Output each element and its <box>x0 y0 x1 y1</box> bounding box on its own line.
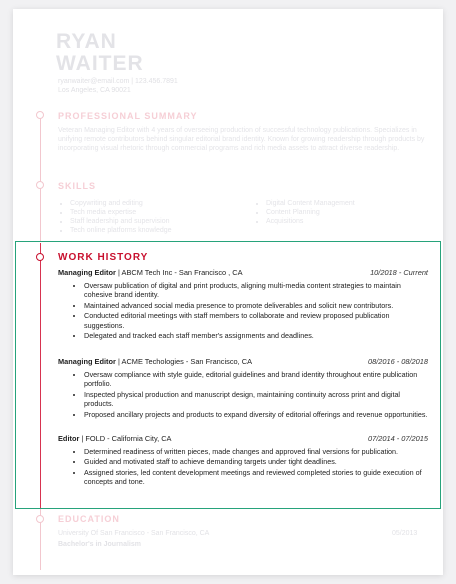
education-title: EDUCATION <box>58 514 120 524</box>
education-date: 05/2013 <box>392 530 418 537</box>
skill-item: • Tech online platforms knowledge <box>70 226 172 235</box>
candidate-name <box>56 31 144 75</box>
summary-title: PROFESSIONAL SUMMARY <box>58 111 198 121</box>
job-bullet: • Delegated and tracked each staff member's assignments and deadlines. <box>84 331 428 340</box>
job-dates: 10/2018 - Current <box>370 268 428 277</box>
skill-item: • Content Planning <box>266 208 355 217</box>
contact-line-1: ryanwaiter@email.com | 123.456.7891 <box>58 78 178 85</box>
job-bullet: • Conducted editorial meetings with staff members to collaborate and review proposed publication suggestions. <box>84 311 428 330</box>
job-title: Editor <box>58 434 80 443</box>
education-school: University Of San Francisco - San Francisco, CA <box>58 530 210 537</box>
job-header <box>58 268 428 278</box>
job-bullet: • Maintained advanced social media presence to promote deliverables and solicit new contributors. <box>84 301 428 310</box>
contact-info <box>58 77 178 95</box>
timeline-dot-summary <box>36 111 44 119</box>
work-history-title: WORK HISTORY <box>58 252 149 263</box>
education-degree: Bachelor's in Journalism <box>58 541 141 548</box>
job-bullet: • Assigned stories, led content development meetings and reviewed completed stories to guide execution of concepts and tone. <box>84 468 428 487</box>
name-line-1: RYAN <box>56 30 117 53</box>
skills-column-1 <box>58 199 172 235</box>
job-bullet: • Proposed ancillary projects and products to expand diversity of editorial offerings and revenue opportunities. <box>84 410 428 419</box>
skills-title: SKILLS <box>58 181 97 191</box>
job-entry <box>58 268 428 341</box>
timeline-dot-skills <box>36 181 44 189</box>
job-entry <box>58 357 428 420</box>
job-bullet: • Determined readiness of written pieces, made changes and approved final versions for publication. <box>84 447 428 456</box>
job-bullet: • Inspected physical production and manuscript design, maintaining continuity across print and digital products. <box>84 390 428 409</box>
job-entry <box>58 434 428 488</box>
job-bullet: • Guided and motivated staff to achieve demanding targets under tight deadlines. <box>84 457 428 466</box>
timeline-line-active <box>40 243 41 508</box>
job-bullets <box>58 281 428 340</box>
job-bullets <box>58 447 428 487</box>
job-header <box>58 434 428 444</box>
contact-line-2: Los Angeles, CA 90021 <box>58 87 131 94</box>
job-company: | FOLD - California City, CA <box>79 434 172 443</box>
skill-item: • Digital Content Management <box>266 199 355 208</box>
job-dates: 07/2014 - 07/2015 <box>368 434 428 443</box>
job-bullet: • Oversaw publication of digital and print products, aligning multi-media content strategies to maintain cohesive brand identity. <box>84 281 428 300</box>
job-dates: 08/2016 - 08/2018 <box>368 357 428 366</box>
timeline-dot-work-history <box>36 253 44 261</box>
job-company: | ACME Techologies - San Francisco, CA <box>115 357 253 366</box>
job-company: | ABCM Tech Inc - San Francisco , CA <box>115 268 243 277</box>
skill-item: • Tech media expertise <box>70 208 172 217</box>
job-header <box>58 357 428 367</box>
job-bullet: • Oversaw compliance with style guide, editorial guidelines and brand identity throughout entire publication portfolio. <box>84 370 428 389</box>
skill-item: • Acquisitions <box>266 217 355 226</box>
summary-text: Veteran Managing Editor with 4 years of overseeing production of successful technology publications. Specializes in unifying remote contributors behind singular editorial brand identity. Known for growing readership through products by incorporating visual rhetoric through commercial programs and rich media assets to attract diverse readership. <box>58 127 425 152</box>
skill-item: • Staff leadership and supervision <box>70 217 172 226</box>
skills-column-2 <box>254 199 355 226</box>
name-line-2: WAITER <box>56 52 144 75</box>
timeline-dot-education <box>36 515 44 523</box>
job-title: Managing Editor <box>58 268 116 277</box>
job-bullets <box>58 370 428 419</box>
skill-item: • Copywriting and editing <box>70 199 172 208</box>
job-title: Managing Editor <box>58 357 116 366</box>
